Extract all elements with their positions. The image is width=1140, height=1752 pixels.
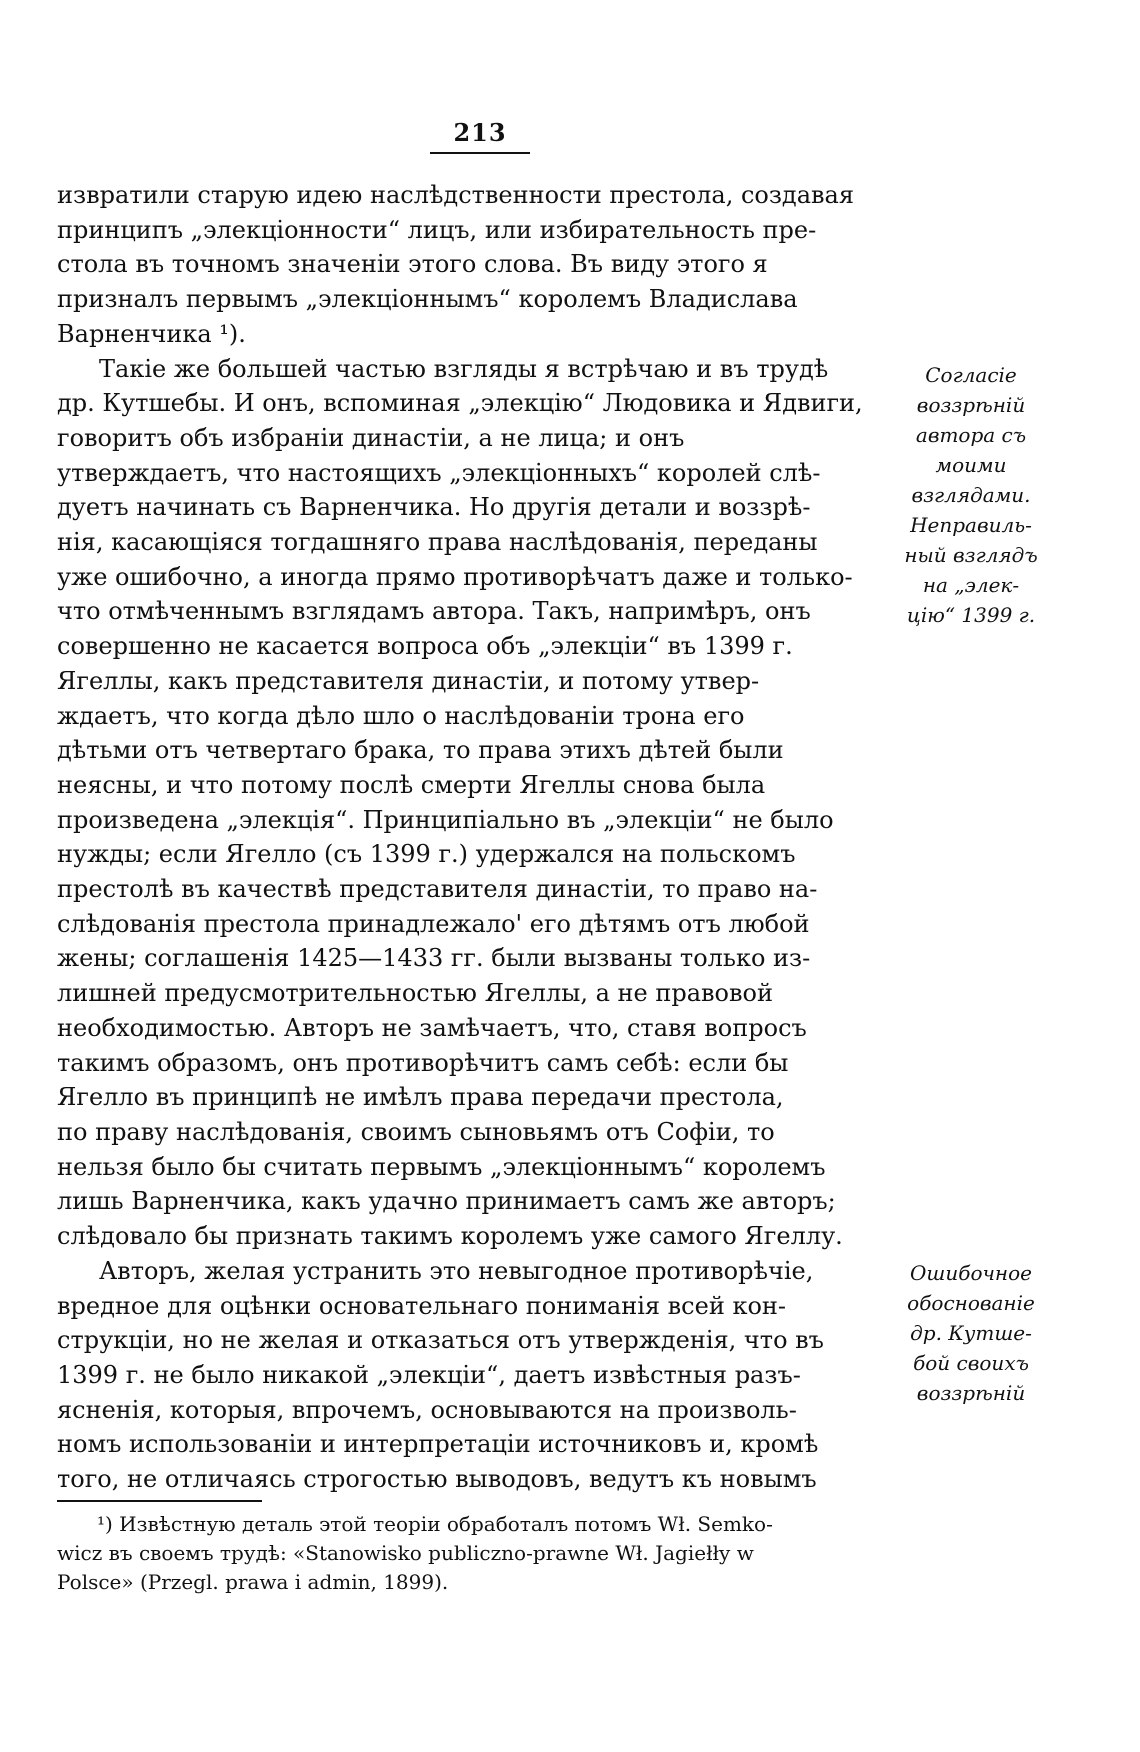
margin-note-line: воззрѣній xyxy=(916,1381,1026,1405)
text-line: Авторъ, желая устранить это невыгодное противорѣчіе, xyxy=(99,1256,814,1285)
text-line: нія, касающіяся тогдашняго права наслѣдованія, переданы xyxy=(57,528,818,557)
margin-note-agreement xyxy=(896,360,1046,510)
text-line: необходимостью. Авторъ не замѣчаетъ, что, ставя вопросъ xyxy=(57,1013,807,1042)
text-line: что отмѣченнымъ взглядамъ автора. Такъ, напримѣръ, онъ xyxy=(57,597,811,626)
text-line: говоритъ объ избраніи династіи, а не лица; и онъ xyxy=(57,423,685,452)
margin-note-line: на „элек- xyxy=(922,573,1020,597)
text-line: неясны, и что потому послѣ смерти Ягеллы снова была xyxy=(57,770,766,799)
text-line: утверждаетъ, что настоящихъ „элекціонныхъ“ королей слѣ- xyxy=(57,458,821,487)
margin-note-line: др. Кутше- xyxy=(910,1321,1032,1345)
text-line: нужды; если Ягелло (съ 1399 г.) удержался на польскомъ xyxy=(57,840,796,869)
text-line: произведена „элекція“. Принципіально въ „элекціи“ не было xyxy=(57,805,834,834)
text-line: такимъ образомъ, онъ противорѣчитъ самъ себѣ: если бы xyxy=(57,1048,789,1077)
margin-note-line: Ошибочное xyxy=(910,1261,1032,1285)
main-text xyxy=(57,178,887,1497)
margin-note-wrong-justification xyxy=(896,1258,1046,1408)
footnote-line: Polsce» (Przegl. prawa i admin, 1899). xyxy=(57,1570,449,1594)
text-line: ждаетъ, что когда дѣло шло о наслѣдованіи трона его xyxy=(57,701,745,730)
text-line: совершенно не касается вопроса объ „элекціи“ въ 1399 г. xyxy=(57,632,793,661)
text-line: Ягелло въ принципѣ не имѣлъ права передачи престола, xyxy=(57,1083,784,1112)
page-number-rule xyxy=(430,152,530,154)
text-line: дѣтьми отъ четвертаго брака, то права этихъ дѣтей были xyxy=(57,736,784,765)
text-line: струкціи, но не желая и отказаться отъ утвержденія, что въ xyxy=(57,1326,824,1355)
text-line: номъ использованіи и интерпретаціи источниковъ и, кромѣ xyxy=(57,1430,819,1459)
margin-note-line: обоснованіе xyxy=(907,1291,1035,1315)
paragraph-1 xyxy=(57,178,887,352)
margin-note-line: воззрѣній xyxy=(916,393,1026,417)
text-line: принципъ „элекціонности“ лицъ, или избирательность пре- xyxy=(57,215,817,244)
text-line: ясненія, которыя, впрочемъ, основываются на произволь- xyxy=(57,1395,797,1424)
footnote xyxy=(57,1510,887,1597)
text-line: того, не отличаясь строгостью выводовъ, ведутъ къ новымъ xyxy=(57,1465,817,1494)
text-line: слѣдованія престола принадлежало' его дѣтямъ отъ любой xyxy=(57,909,810,938)
text-line: Ягеллы, какъ представителя династіи, и потому утвер- xyxy=(57,666,760,695)
text-line: лишь Варненчика, какъ удачно принимаетъ самъ же авторъ; xyxy=(57,1187,836,1216)
margin-note-line: ный взглядъ xyxy=(904,543,1038,567)
margin-note-line: бой своихъ xyxy=(913,1351,1029,1375)
text-line: нельзя было бы считать первымъ „элекціоннымъ“ королемъ xyxy=(57,1152,826,1181)
footnote-rule xyxy=(57,1500,262,1502)
text-line: 1399 г. не было никакой „элекціи“, даетъ извѣстныя разъ- xyxy=(57,1360,801,1389)
text-line: вредное для оцѣнки основательнаго пониманія всей кон- xyxy=(57,1291,786,1320)
margin-note-line: моими xyxy=(935,453,1007,477)
text-line: призналъ первымъ „элекціоннымъ“ королемъ Владислава xyxy=(57,285,798,314)
text-line: Такіе же большей частью взгляды я встрѣчаю и въ трудѣ xyxy=(99,354,829,383)
text-line: уже ошибочно, а иногда прямо противорѣчатъ даже и только- xyxy=(57,562,853,591)
paragraph-2 xyxy=(57,352,887,1254)
text-line: жены; соглашенія 1425—1433 гг. были вызваны только из- xyxy=(57,944,811,973)
text-line: дуетъ начинать съ Варненчика. Но другія детали и воззрѣ- xyxy=(57,493,811,522)
text-line: др. Кутшебы. И онъ, вспоминая „элекцію“ Людовика и Ядвиги, xyxy=(57,389,863,418)
text-line: стола въ точномъ значеніи этого слова. Въ виду этого я xyxy=(57,250,768,279)
footnote-line: wicz въ своемъ трудѣ: «Stanowisko publiczno-prawne Wł. Jagiełły w xyxy=(57,1541,754,1565)
text-line: лишней предусмотрительностью Ягеллы, а не правовой xyxy=(57,979,773,1008)
margin-note-line: цію“ 1399 г. xyxy=(906,603,1036,627)
text-line: извратили старую идею наслѣдственности престола, создавая xyxy=(57,181,854,209)
text-line: по праву наслѣдованія, своимъ сыновьямъ отъ Софіи, то xyxy=(57,1117,775,1146)
margin-note-wrong-view xyxy=(896,510,1046,630)
footnote-line: ¹) Извѣстную деталь этой теоріи обработалъ потомъ Wł. Semko- xyxy=(97,1512,773,1536)
text-line: Варненчика ¹). xyxy=(57,319,246,348)
text-line: слѣдовало бы признать такимъ королемъ уже самого Ягеллу. xyxy=(57,1222,843,1251)
margin-note-line: Согласіе xyxy=(925,363,1017,387)
margin-note-line: автора съ xyxy=(915,423,1027,447)
text-line: престолѣ въ качествѣ представителя династіи, то право на- xyxy=(57,875,818,904)
page-number: 213 xyxy=(453,118,507,147)
margin-note-line: взглядами. xyxy=(911,483,1031,507)
paragraph-3 xyxy=(57,1254,887,1497)
margin-note-line: Неправиль- xyxy=(910,513,1032,537)
